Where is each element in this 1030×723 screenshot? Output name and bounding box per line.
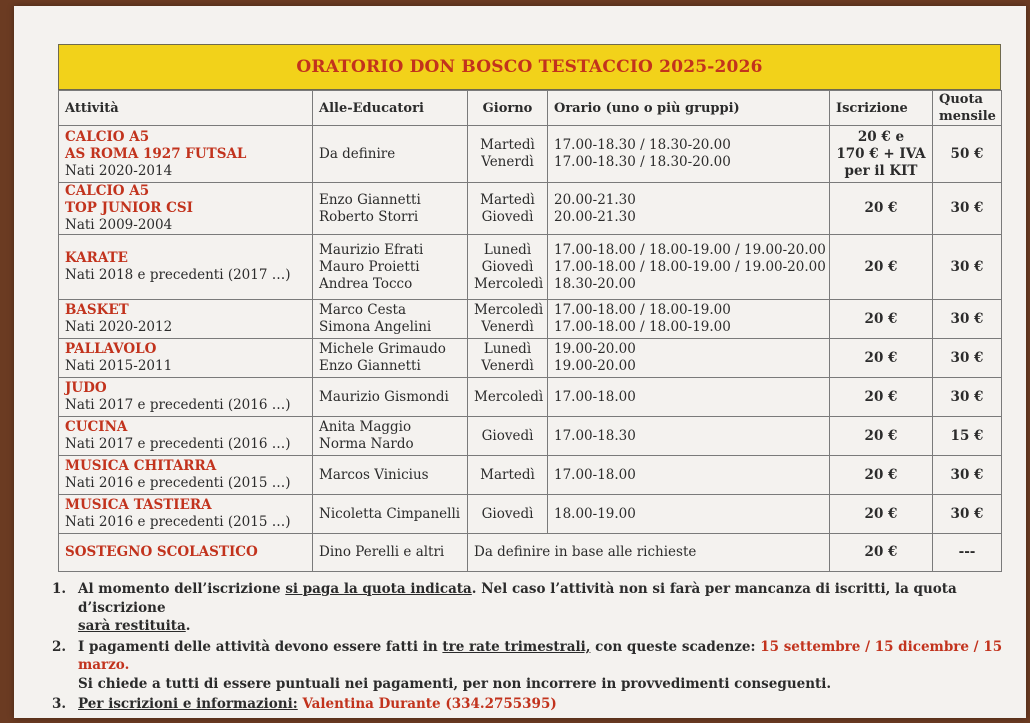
time-slot: 17.00-18.00 / 18.00-19.00 / 19.00-20.00 — [554, 258, 826, 275]
time-slot: 19.00-20.00 — [554, 358, 636, 374]
times-cell — [548, 495, 830, 534]
iscrizione-value: 20 € — [864, 349, 898, 366]
header-attivita: Attività — [59, 91, 313, 126]
day-cell — [468, 495, 548, 534]
times-cell — [548, 417, 830, 456]
iscrizione-cell: 20 € — [830, 534, 933, 572]
table-row — [59, 300, 1002, 339]
note-2-text-a: I pagamenti delle attività devono essere fatti in — [78, 638, 443, 655]
table-row — [59, 235, 1002, 300]
quota-cell: 50 € — [933, 126, 1002, 183]
educators-cell: Dino Perelli e altri — [313, 534, 468, 572]
note-3-label: Per iscrizioni e informazioni: — [78, 696, 298, 712]
activity-name: JUDO — [65, 380, 107, 396]
day-label: Mercoledì — [474, 388, 544, 405]
activity-name: AS ROMA 1927 FUTSAL — [65, 145, 247, 162]
activity-cell — [59, 456, 313, 495]
quota-cell: 30 € — [933, 183, 1002, 235]
notes-list — [52, 580, 1012, 716]
educator-name: Simona Angelini — [319, 319, 432, 335]
iscrizione-cell — [830, 456, 933, 495]
educators-cell — [313, 183, 468, 235]
quota-cell: 30 € — [933, 378, 1002, 417]
educator-name: Nicoletta Cimpanelli — [319, 505, 461, 522]
quota-cell: 30 € — [933, 456, 1002, 495]
activity-cell — [59, 235, 313, 300]
table-row-sostegno — [59, 534, 1002, 572]
activity-name: MUSICA CHITARRA — [65, 458, 217, 474]
iscrizione-cell — [830, 495, 933, 534]
educator-name: Mauro Proietti — [319, 258, 420, 275]
note-3-contact: Valentina Durante (334.2755395) — [297, 696, 557, 712]
note-text — [78, 695, 557, 714]
note-2-text-e: Si chiede a tutti di essere puntuali nei pagamenti, per non incorrere in provvedimenti conseguenti. — [78, 675, 832, 692]
times-cell — [548, 126, 830, 183]
day-label: Lunedì — [483, 241, 532, 258]
iscrizione-cell — [830, 339, 933, 378]
day-label: Giovedì — [481, 258, 534, 275]
activity-name: SOSTEGNO SCOLASTICO — [65, 544, 258, 560]
flyer-title: ORATORIO DON BOSCO TESTACCIO 2025-2026 — [58, 44, 1001, 90]
header-orario: Orario (uno o più gruppi) — [548, 91, 830, 126]
iscrizione-value: 20 € — [864, 466, 898, 483]
educator-name: Michele Grimaudo — [319, 341, 446, 357]
time-slot: 20.00-21.30 — [554, 191, 636, 208]
activity-cell — [59, 300, 313, 339]
note-text — [78, 638, 1012, 694]
note-1-text-a: Al momento dell’iscrizione — [78, 581, 286, 597]
educator-name: Da definire — [319, 145, 396, 162]
birth-years: Nati 2020-2012 — [65, 319, 173, 335]
header-iscrizione: Iscrizione — [830, 91, 933, 126]
note-2-text-c: con queste scadenze: — [590, 638, 761, 655]
iscrizione-cell — [830, 417, 933, 456]
table-row — [59, 495, 1002, 534]
day-label: Martedì — [480, 137, 535, 153]
table-row — [59, 339, 1002, 378]
note-number: 1. — [52, 581, 67, 597]
iscrizione-value: 20 € — [864, 505, 898, 522]
iscrizione-value: 20 € — [864, 258, 898, 275]
day-label: Venerdì — [481, 358, 534, 374]
educator-name: Enzo Giannetti — [319, 358, 421, 374]
activities-table — [58, 90, 1002, 572]
educator-name: Norma Nardo — [319, 436, 414, 452]
activity-cell — [59, 126, 313, 183]
times-cell — [548, 183, 830, 235]
activity-cell — [59, 417, 313, 456]
table-row — [59, 456, 1002, 495]
quota-cell: 30 € — [933, 300, 1002, 339]
day-label: Giovedì — [481, 427, 534, 444]
note-2-underlined-rate: tre rate trimestrali, — [442, 638, 591, 655]
times-cell — [548, 378, 830, 417]
time-slot: 17.00-18.30 / 18.30-20.00 — [554, 137, 731, 153]
header-quota-line2: mensile — [939, 109, 996, 124]
header-giorno: Giorno — [468, 91, 548, 126]
time-slot: 17.00-18.30 — [554, 427, 636, 444]
birth-years: Nati 2017 e precedenti (2016 …) — [65, 397, 291, 413]
activity-cell — [59, 339, 313, 378]
birth-years: Nati 2020-2014 — [65, 162, 173, 179]
iscrizione-value: per il KIT — [844, 162, 918, 179]
iscrizione-value: 20 € — [864, 200, 898, 216]
note-1-underlined-restituita: sarà restituita — [78, 618, 186, 634]
activity-name: TOP JUNIOR CSI — [65, 200, 193, 216]
activity-cell — [59, 183, 313, 235]
table-row — [59, 126, 1002, 183]
activity-name: CALCIO A5 — [65, 183, 150, 199]
educator-name: Maurizio Gismondi — [319, 388, 449, 405]
activity-cell — [59, 378, 313, 417]
activity-name: BASKET — [65, 302, 129, 318]
time-slot: 17.00-18.30 / 18.30-20.00 — [554, 154, 731, 170]
schedule-cell: Da definire in base alle richieste — [468, 534, 830, 572]
day-label: Martedì — [480, 466, 535, 483]
note-text — [78, 580, 1012, 636]
iscrizione-value: 20 € — [864, 427, 898, 444]
iscrizione-cell — [830, 235, 933, 300]
note-1-text-c: . Nel caso l’attività non si farà per mancanza di iscritti, la quota d’iscrizione — [78, 581, 957, 616]
day-cell — [468, 417, 548, 456]
note-2-deadlines: 15 settembre / 15 dicembre / 15 marzo. — [78, 638, 1003, 673]
time-slot: 18.00-19.00 — [554, 505, 636, 522]
iscrizione-value: 20 € e — [857, 128, 905, 145]
times-cell — [548, 235, 830, 300]
times-cell — [548, 300, 830, 339]
educators-cell — [313, 235, 468, 300]
day-cell — [468, 235, 548, 300]
day-label: Martedì — [480, 191, 535, 208]
birth-years: Nati 2009-2004 — [65, 217, 173, 233]
time-slot: 17.00-18.00 / 18.00-19.00 — [554, 319, 731, 335]
time-slot: 17.00-18.00 / 18.00-19.00 — [554, 302, 731, 318]
educators-cell — [313, 300, 468, 339]
times-cell — [548, 339, 830, 378]
iscrizione-value: 170 € + IVA — [836, 145, 926, 162]
iscrizione-cell — [830, 183, 933, 235]
educators-cell — [313, 495, 468, 534]
note-1-text-e: . — [185, 618, 191, 634]
activity-name: KARATE — [65, 250, 128, 266]
day-cell — [468, 300, 548, 339]
birth-years: Nati 2018 e precedenti (2017 …) — [65, 267, 291, 283]
quota-cell: 15 € — [933, 417, 1002, 456]
header-educatori: Alle-Educatori — [313, 91, 468, 126]
activity-name: CUCINA — [65, 419, 128, 435]
day-cell — [468, 126, 548, 183]
educator-name: Roberto Storri — [319, 208, 419, 225]
iscrizione-value: 20 € — [864, 310, 898, 327]
iscrizione-value: 20 € — [864, 388, 898, 405]
day-cell — [468, 183, 548, 235]
day-label: Venerdì — [481, 319, 534, 335]
educator-name: Anita Maggio — [319, 419, 412, 435]
educator-name: Maurizio Efrati — [319, 241, 424, 258]
educators-cell — [313, 126, 468, 183]
time-slot: 20.00-21.30 — [554, 208, 636, 225]
table-row — [59, 417, 1002, 456]
note-1-underlined-quota: si paga la quota indicata — [285, 581, 472, 597]
activity-cell — [59, 495, 313, 534]
educator-name: Andrea Tocco — [319, 275, 413, 292]
times-cell — [548, 456, 830, 495]
quota-cell: --- — [933, 534, 1002, 572]
iscrizione-cell — [830, 378, 933, 417]
note-3 — [52, 695, 1012, 714]
table-row — [59, 378, 1002, 417]
note-1 — [52, 580, 1012, 636]
header-quota-line1: Quota — [939, 92, 983, 107]
quota-cell: 30 € — [933, 339, 1002, 378]
day-label: Venerdì — [481, 154, 534, 170]
educators-cell — [313, 339, 468, 378]
day-label: Mercoledì — [474, 302, 544, 318]
activity-name: PALLAVOLO — [65, 341, 157, 357]
educators-cell — [313, 417, 468, 456]
educators-cell — [313, 456, 468, 495]
header-quota — [933, 91, 1002, 126]
activity-name: MUSICA TASTIERA — [65, 497, 212, 513]
day-label: Lunedì — [483, 341, 532, 357]
day-label: Mercoledì — [474, 275, 544, 292]
day-label: Giovedì — [481, 208, 534, 225]
day-cell — [468, 378, 548, 417]
day-cell — [468, 339, 548, 378]
educators-cell — [313, 378, 468, 417]
time-slot: 17.00-18.00 / 18.00-19.00 / 19.00-20.00 — [554, 241, 826, 258]
educator-name: Enzo Giannetti — [319, 191, 421, 208]
table-row — [59, 183, 1002, 235]
birth-years: Nati 2016 e precedenti (2015 …) — [65, 514, 291, 530]
birth-years: Nati 2015-2011 — [65, 358, 173, 374]
activity-name: CALCIO A5 — [65, 128, 150, 145]
educator-name: Marco Cesta — [319, 302, 407, 318]
day-cell — [468, 456, 548, 495]
educator-name: Marcos Vinicius — [319, 466, 429, 483]
note-number: 3. — [52, 696, 67, 712]
note-number: 2. — [52, 638, 67, 655]
flyer-sheet — [14, 6, 1026, 718]
iscrizione-cell — [830, 300, 933, 339]
time-slot: 18.30-20.00 — [554, 275, 636, 292]
birth-years: Nati 2017 e precedenti (2016 …) — [65, 436, 291, 452]
time-slot: 19.00-20.00 — [554, 341, 636, 357]
quota-cell: 30 € — [933, 235, 1002, 300]
quota-cell: 30 € — [933, 495, 1002, 534]
table-header-row — [59, 91, 1002, 126]
activity-cell — [59, 534, 313, 572]
time-slot: 17.00-18.00 — [554, 388, 636, 405]
iscrizione-cell — [830, 126, 933, 183]
day-label: Giovedì — [481, 505, 534, 522]
time-slot: 17.00-18.00 — [554, 466, 636, 483]
note-2 — [52, 638, 1012, 694]
birth-years: Nati 2016 e precedenti (2015 …) — [65, 475, 291, 491]
